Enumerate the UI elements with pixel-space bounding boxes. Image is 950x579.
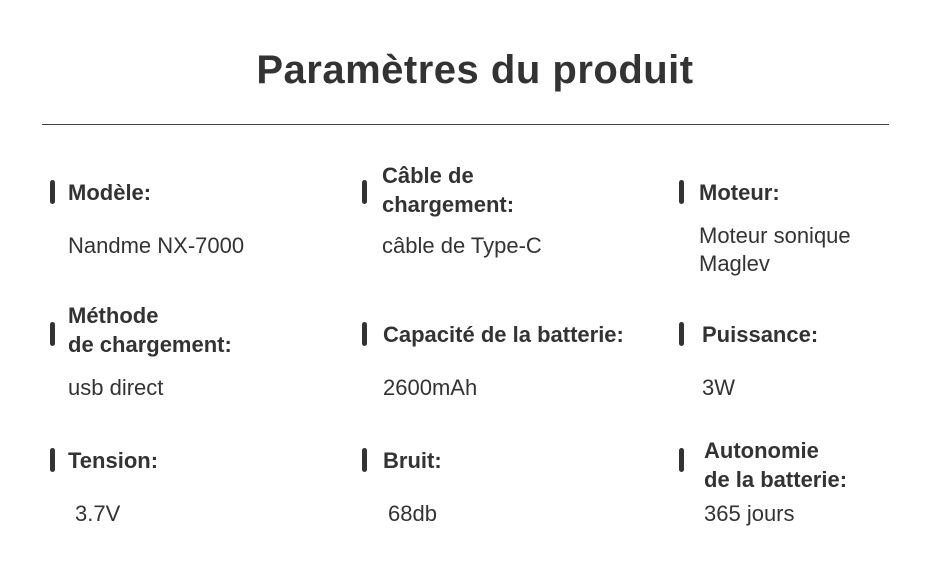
- spec-value: 3W: [702, 375, 735, 400]
- spec-label: Modèle:: [68, 180, 152, 205]
- spec-label: Capacité de la batterie:: [383, 322, 624, 347]
- spec-value: 3.7V: [75, 501, 121, 526]
- spec-value: 365 jours: [704, 501, 795, 526]
- title-divider: [42, 124, 889, 125]
- spec-marker: [50, 180, 55, 204]
- spec-label: Puissance:: [702, 322, 819, 347]
- spec-marker: [362, 448, 367, 472]
- spec-label: Tension:: [68, 448, 159, 473]
- spec-value: usb direct: [68, 375, 164, 400]
- spec-marker: [679, 448, 684, 472]
- spec-value: Nandme NX-7000: [68, 233, 245, 258]
- spec-label: Moteur:: [699, 180, 780, 205]
- spec-marker: [362, 180, 367, 204]
- spec-value: 68db: [388, 501, 437, 526]
- spec-marker: [679, 322, 684, 346]
- spec-label: Bruit:: [383, 448, 442, 473]
- spec-value: Moteur sonique Maglev: [699, 223, 851, 276]
- spec-label: Câble de chargement:: [382, 163, 515, 217]
- page-title: Paramètres du produit: [256, 48, 694, 92]
- spec-marker: [679, 180, 684, 204]
- spec-label: Méthode de chargement:: [68, 303, 232, 357]
- spec-marker: [50, 322, 55, 346]
- spec-value: 2600mAh: [383, 375, 478, 400]
- spec-label: Autonomie de la batterie:: [704, 438, 848, 492]
- spec-value: câble de Type-C: [382, 233, 542, 258]
- spec-marker: [50, 448, 55, 472]
- spec-marker: [362, 322, 367, 346]
